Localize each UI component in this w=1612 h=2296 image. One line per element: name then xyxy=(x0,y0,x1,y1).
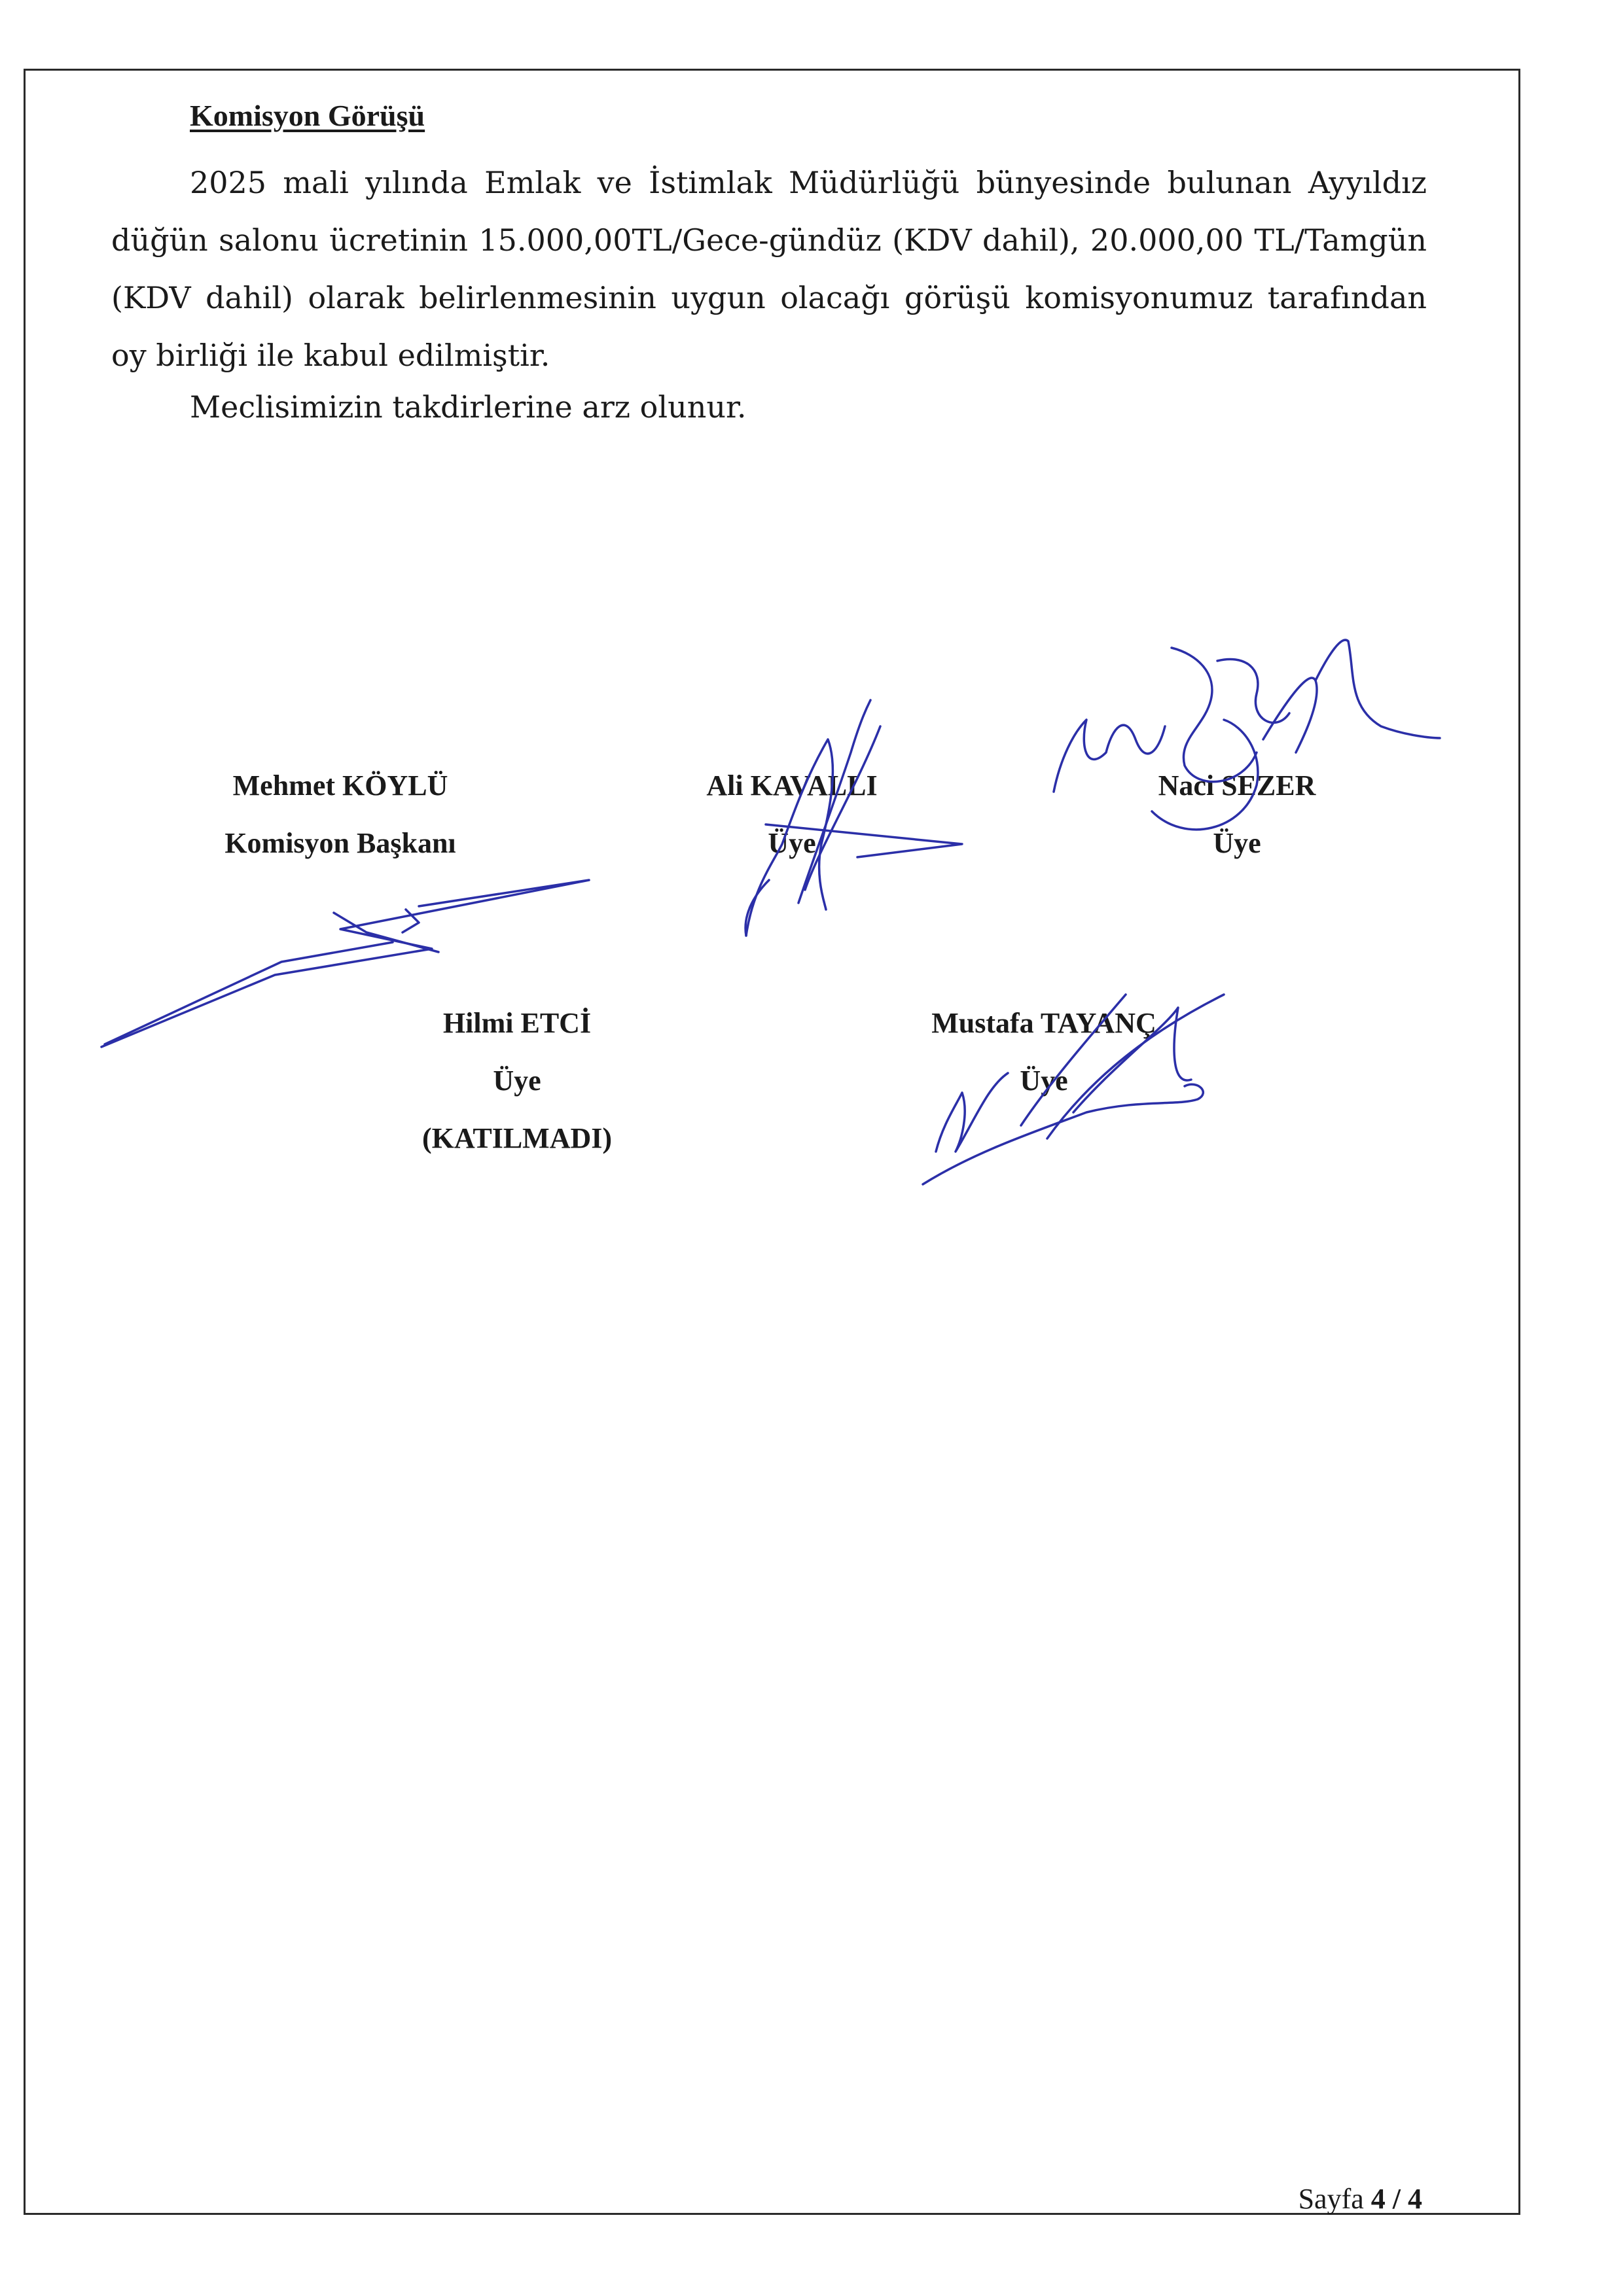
signatory-block-member-3 xyxy=(399,995,635,1167)
signatory-block-member-1 xyxy=(674,757,910,872)
signatory-block-member-2 xyxy=(1106,757,1368,872)
signatory-block-member-4 xyxy=(897,995,1191,1110)
current-page: 4 xyxy=(1370,2183,1386,2215)
signatory-absence-note: (KATILMADI) xyxy=(421,1122,613,1154)
signatory-role: Komisyon Başkanı xyxy=(224,827,456,859)
page-title: Komisyon Görüşü xyxy=(190,99,425,132)
signatory-role: Üye xyxy=(493,1065,541,1097)
page-label: Sayfa xyxy=(1298,2183,1364,2215)
signatory-name: Mehmet KÖYLÜ xyxy=(232,769,448,802)
signatory-name: Hilmi ETCİ xyxy=(442,1007,592,1039)
page-separator: / xyxy=(1392,2183,1401,2215)
body-paragraph-decision: 2025 mali yılında Emlak ve İstimlak Müdürlüğü bünyesinde bulunan Ayyıldız düğün salonu ücretinin 15.000,00TL/Gece-gündüz (KDV dahil), 20.000,00 TL/Tamgün (KDV dahil) olarak belirlenmesinin uygun olacağı görüşü komisyonumuz tarafından oy birliği ile kabul edilmiştir. xyxy=(111,165,1427,373)
signatory-name: Mustafa TAYANÇ xyxy=(931,1007,1156,1039)
signatory-role: Üye xyxy=(768,827,816,859)
signatory-role: Üye xyxy=(1020,1065,1068,1097)
signatory-name: Ali KAVALLI xyxy=(706,769,878,802)
signatory-name: Naci SEZER xyxy=(1158,769,1316,802)
signatory-block-chair xyxy=(196,757,484,872)
page-number xyxy=(1299,2182,1422,2216)
body-paragraph-closing: Meclisimizin takdirlerine arz olunur. xyxy=(190,389,747,425)
signatory-role: Üye xyxy=(1213,827,1261,859)
total-pages: 4 xyxy=(1408,2183,1422,2215)
